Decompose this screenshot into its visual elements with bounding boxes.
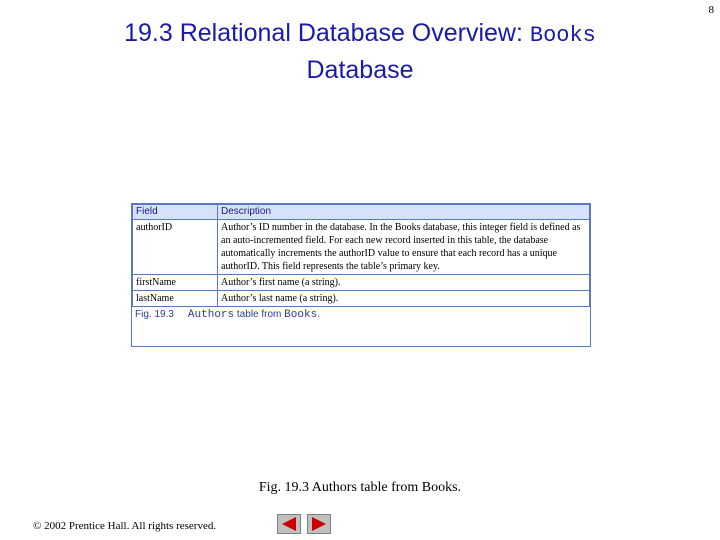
page-number: 8 xyxy=(708,4,714,16)
arrow-right-icon xyxy=(308,515,330,533)
table-header-row xyxy=(133,205,590,220)
figure-table xyxy=(131,203,591,347)
previous-slide-button[interactable] xyxy=(277,514,301,534)
description-cell: Author’s first name (a string). xyxy=(218,275,590,291)
description-cell: Author’s last name (a string). xyxy=(218,291,590,307)
caption-code-books: Books xyxy=(284,309,318,321)
title-text: 19.3 Relational Database Overview: xyxy=(124,19,530,47)
title-line-1 xyxy=(40,16,680,53)
description-cell: Author’s ID number in the database. In the Books database, this integer field is defined as an auto-incremented field. For each new record inserted in this table, the database automatically increments the authorID value to ensure that each record has a unique authorID. This field represents the table’s primary key. xyxy=(218,220,590,275)
title-line-2: Database xyxy=(306,56,414,84)
caption-label: Fig. 19.3 xyxy=(135,309,174,320)
authors-table xyxy=(132,204,590,307)
table-caption xyxy=(132,307,590,323)
table-row xyxy=(133,291,590,307)
caption-text: table from xyxy=(234,309,285,320)
table-row xyxy=(133,275,590,291)
header-field: Field xyxy=(133,205,218,220)
next-slide-button[interactable] xyxy=(307,514,331,534)
figure-caption: Fig. 19.3 Authors table from Books. xyxy=(258,480,462,495)
slide-title xyxy=(40,16,680,87)
arrow-left-icon xyxy=(278,515,300,533)
field-cell: lastName xyxy=(133,291,218,307)
caption-end: . xyxy=(317,309,320,320)
header-description: Description xyxy=(218,205,590,220)
copyright-notice: © 2002 Prentice Hall. All rights reserved. xyxy=(33,520,217,532)
title-code: Books xyxy=(529,23,596,48)
caption-code-authors: Authors xyxy=(187,309,235,321)
field-cell: authorID xyxy=(133,220,218,275)
field-cell: firstName xyxy=(133,275,218,291)
table-row xyxy=(133,220,590,275)
